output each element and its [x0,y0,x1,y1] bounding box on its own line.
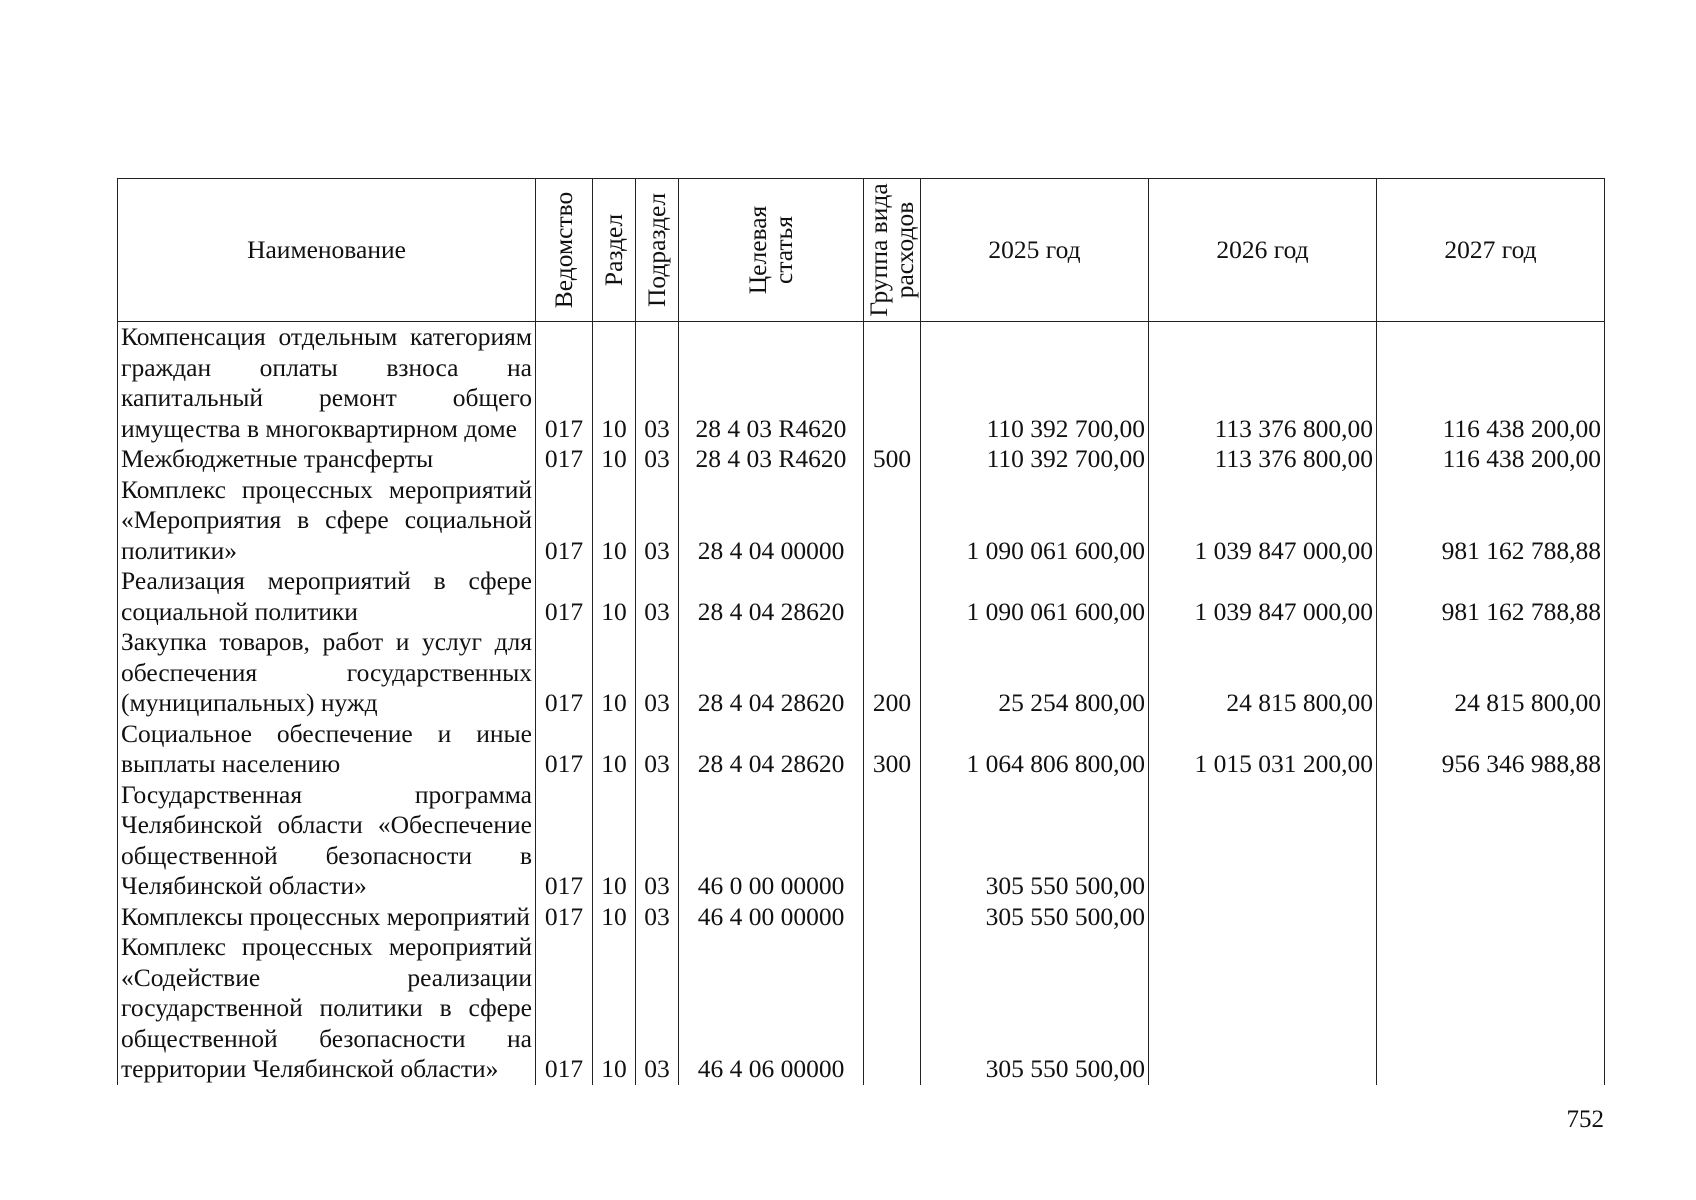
row-razdel: 10 [593,932,636,1085]
row-podrazdel: 03 [636,566,679,627]
row-vedomstvo: 017 [536,719,593,780]
row-amount-2026 [1149,902,1377,933]
header-razdel: Раздел [593,179,636,322]
row-amount-2027: 956 346 988,88 [1377,719,1605,780]
row-vedomstvo: 017 [536,475,593,567]
row-target-article: 46 4 00 00000 [679,902,864,933]
table-row [118,322,1605,445]
row-amount-2027 [1377,932,1605,1085]
row-name: Комплексы процессных мероприятий [118,902,536,933]
row-amount-2026: 113 376 800,00 [1149,322,1377,445]
row-amount-2026: 1 039 847 000,00 [1149,475,1377,567]
table-row [118,475,1605,567]
row-expense-group [864,902,921,933]
row-vedomstvo: 017 [536,444,593,475]
row-target-article: 28 4 04 28620 [679,719,864,780]
row-target-article: 28 4 03 R4620 [679,444,864,475]
row-expense-group: 500 [864,444,921,475]
row-expense-group [864,932,921,1085]
row-target-article: 28 4 04 28620 [679,627,864,719]
row-name: Комплекс процессных мероприятий «Мероприятия в сфере социальной политики» [118,475,536,567]
row-expense-group [864,780,921,902]
row-name: Закупка товаров, работ и услуг для обеспечения государственных (муниципальных) нужд [118,627,536,719]
header-target-article: Целевая статья [679,179,864,322]
row-name: Социальное обеспечение и иные выплаты населению [118,719,536,780]
row-amount-2025: 1 064 806 800,00 [921,719,1149,780]
row-amount-2026: 24 815 800,00 [1149,627,1377,719]
row-target-article: 28 4 04 00000 [679,475,864,567]
table-body [118,322,1605,1085]
row-razdel: 10 [593,322,636,445]
row-amount-2027: 24 815 800,00 [1377,627,1605,719]
header-2027: 2027 год [1377,179,1605,322]
row-target-article: 46 4 06 00000 [679,932,864,1085]
row-name: Компенсация отдельным категориям граждан оплаты взноса на капитальный ремонт общего имущества в многоквартирном доме [118,322,536,445]
row-vedomstvo: 017 [536,902,593,933]
row-vedomstvo: 017 [536,780,593,902]
row-podrazdel: 03 [636,444,679,475]
header-2025: 2025 год [921,179,1149,322]
row-expense-group [864,322,921,445]
row-vedomstvo: 017 [536,932,593,1085]
table-row [118,719,1605,780]
row-razdel: 10 [593,627,636,719]
row-target-article: 28 4 04 28620 [679,566,864,627]
table-row [118,627,1605,719]
row-amount-2027: 116 438 200,00 [1377,322,1605,445]
row-name: Комплекс процессных мероприятий «Содействие реализации государственной политики в сфере общественной безопасности на территории Челябинской области» [118,932,536,1085]
row-amount-2026: 1 015 031 200,00 [1149,719,1377,780]
row-amount-2025: 305 550 500,00 [921,932,1149,1085]
row-podrazdel: 03 [636,475,679,567]
row-vedomstvo: 017 [536,627,593,719]
row-target-article: 28 4 03 R4620 [679,322,864,445]
table-row [118,902,1605,933]
table-row [118,444,1605,475]
row-razdel: 10 [593,444,636,475]
row-name: Межбюджетные трансферты [118,444,536,475]
row-amount-2026: 113 376 800,00 [1149,444,1377,475]
row-expense-group [864,475,921,567]
row-target-article: 46 0 00 00000 [679,780,864,902]
header-name: Наименование [118,179,536,322]
row-podrazdel: 03 [636,719,679,780]
row-razdel: 10 [593,719,636,780]
table-row [118,566,1605,627]
row-amount-2027 [1377,902,1605,933]
row-razdel: 10 [593,780,636,902]
table-row [118,780,1605,902]
row-amount-2027: 981 162 788,88 [1377,566,1605,627]
row-expense-group: 300 [864,719,921,780]
row-podrazdel: 03 [636,932,679,1085]
table-header-row [118,179,1605,322]
row-amount-2026 [1149,780,1377,902]
row-amount-2027 [1377,780,1605,902]
table-row [118,932,1605,1085]
row-podrazdel: 03 [636,780,679,902]
row-name: Государственная программа Челябинской области «Обеспечение общественной безопасности в Челябинской области» [118,780,536,902]
header-vedomstvo: Ведомство [536,179,593,322]
row-razdel: 10 [593,475,636,567]
header-expense-group: Группа вида расходов [864,179,921,322]
row-podrazdel: 03 [636,322,679,445]
row-amount-2025: 1 090 061 600,00 [921,566,1149,627]
row-amount-2025: 110 392 700,00 [921,322,1149,445]
budget-table [117,178,1605,1085]
row-amount-2025: 110 392 700,00 [921,444,1149,475]
row-vedomstvo: 017 [536,322,593,445]
row-razdel: 10 [593,902,636,933]
row-amount-2026: 1 039 847 000,00 [1149,566,1377,627]
row-amount-2025: 305 550 500,00 [921,780,1149,902]
row-podrazdel: 03 [636,902,679,933]
row-vedomstvo: 017 [536,566,593,627]
row-expense-group: 200 [864,627,921,719]
row-amount-2025: 1 090 061 600,00 [921,475,1149,567]
row-amount-2025: 305 550 500,00 [921,902,1149,933]
row-amount-2027: 116 438 200,00 [1377,444,1605,475]
row-razdel: 10 [593,566,636,627]
header-2026: 2026 год [1149,179,1377,322]
page-number: 752 [1566,1106,1604,1133]
row-amount-2027: 981 162 788,88 [1377,475,1605,567]
row-podrazdel: 03 [636,627,679,719]
header-podrazdel: Подраздел [636,179,679,322]
row-amount-2025: 25 254 800,00 [921,627,1149,719]
row-name: Реализация мероприятий в сфере социальной политики [118,566,536,627]
row-amount-2026 [1149,932,1377,1085]
row-expense-group [864,566,921,627]
